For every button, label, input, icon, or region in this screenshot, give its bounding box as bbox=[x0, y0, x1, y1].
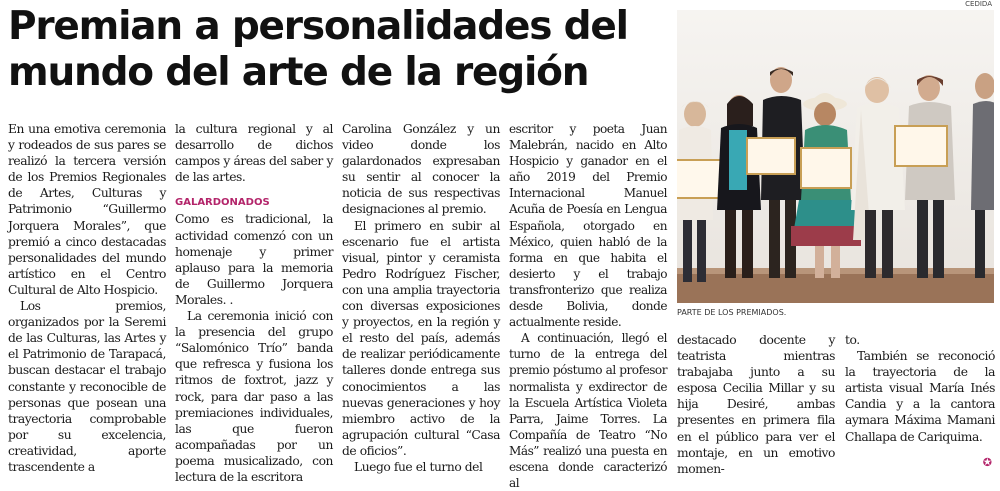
article-column-2 bbox=[175, 121, 333, 485]
paragraph: El primero en subir al escenario fue el artista visual, pintor y ceramista Pedro Rodríguez Fischer, con una amplia trayectoria con diversas exposiciones y proyectos, en la región y el resto del país, además de realizar periódicamente talleres donde entrega sus conocimientos a las nuevas generaciones y hoy miembro activo de la agrupación cultural “Casa de oficios”. bbox=[342, 218, 500, 458]
article-column-3 bbox=[342, 121, 500, 475]
paragraph: escritor y poeta Juan Malebrán, nacido en Alto Hospicio y ganador en el año 2019 del Premio Internacional Manuel Acuña de Poesía en Lengua Española, otorgado en México, quien habló de la forma en que habita el desierto y el trabajo transfronterizo que realiza desde Bolivia, donde actualmente reside. bbox=[509, 122, 667, 330]
paragraph: Luego fue el turno del bbox=[354, 459, 483, 474]
paragraph: Los premios, organizados por la Seremi de las Culturas, las Artes y el Patrimonio de Tarapacá, buscan destacar el trabajo constante y reconocible de personas que posean una trayectoria comprobable por su excelencia, creatividad, aporte trascendente a bbox=[8, 299, 166, 474]
paragraph: La ceremonia inició con la presencia del grupo “Salomónico Trío” banda que refresca y fusiona los ritmos de foxtrot, jazz y rock, para dar paso a las premiaciones individuales, las que fueron acompañadas por un poema musicalizado, con lectura de la escritora bbox=[175, 309, 333, 484]
photo-caption: PARTE DE LOS PREMIADOS. bbox=[677, 308, 787, 317]
awardees-photo bbox=[677, 10, 994, 303]
paragraph: En una emotiva ceremonia y rodeados de sus pares se realizó la tercera versión de los Premios Regionales de Artes, Culturas y Patrimonio “Guillermo Jorquera Morales”, que premió a cinco destacadas personalidades del mundo artístico en el Centro Cultural de Alto Hospicio. bbox=[8, 122, 166, 297]
paragraph: Como es tradicional, la actividad comenzó con un homenaje y primer aplauso para la memoria de Guillermo Jorquera Morales. . bbox=[175, 212, 333, 307]
article-column-6 bbox=[845, 332, 995, 445]
paragraph: to. bbox=[845, 333, 860, 347]
end-mark-icon: ✪ bbox=[982, 456, 992, 469]
article-column-4 bbox=[509, 121, 667, 491]
photo-credit: CEDIDA bbox=[965, 0, 992, 8]
paragraph: A continuación, llegó el turno de la entrega del premio póstumo al profesor normalista y exdirector de la Escuela Artística Violeta Parra, Jaime Torres. La Compañía de Teatro “No Más” realizó una puesta en escena donde caracterizó al bbox=[509, 331, 667, 491]
paragraph: destacado docente y teatrista mientras trabajaba junto a su esposa Cecilia Millar y su hija Desiré, ambas presentes en primera fila en el público para ver el montaje, en un emotivo momen- bbox=[677, 333, 835, 476]
headline: Premian a personalidades del mundo del arte de la región bbox=[8, 4, 628, 95]
article-column-1 bbox=[8, 121, 166, 475]
section-subhead: GALARDONADOS bbox=[175, 197, 270, 209]
paragraph: la cultura regional y al desarrollo de dichos campos y áreas del saber y de las artes. bbox=[175, 122, 333, 185]
article-column-5 bbox=[677, 332, 835, 477]
paragraph: Carolina González y un video donde los galardonados expresaban su sentir al conocer la noticia de sus respectivas designaciones al premio. bbox=[342, 122, 500, 217]
paragraph: También se reconoció la trayectoria de la artista visual María Inés Candia y a la cantora aymara Máxima Mamani Challapa de Cariquima. bbox=[845, 349, 995, 444]
